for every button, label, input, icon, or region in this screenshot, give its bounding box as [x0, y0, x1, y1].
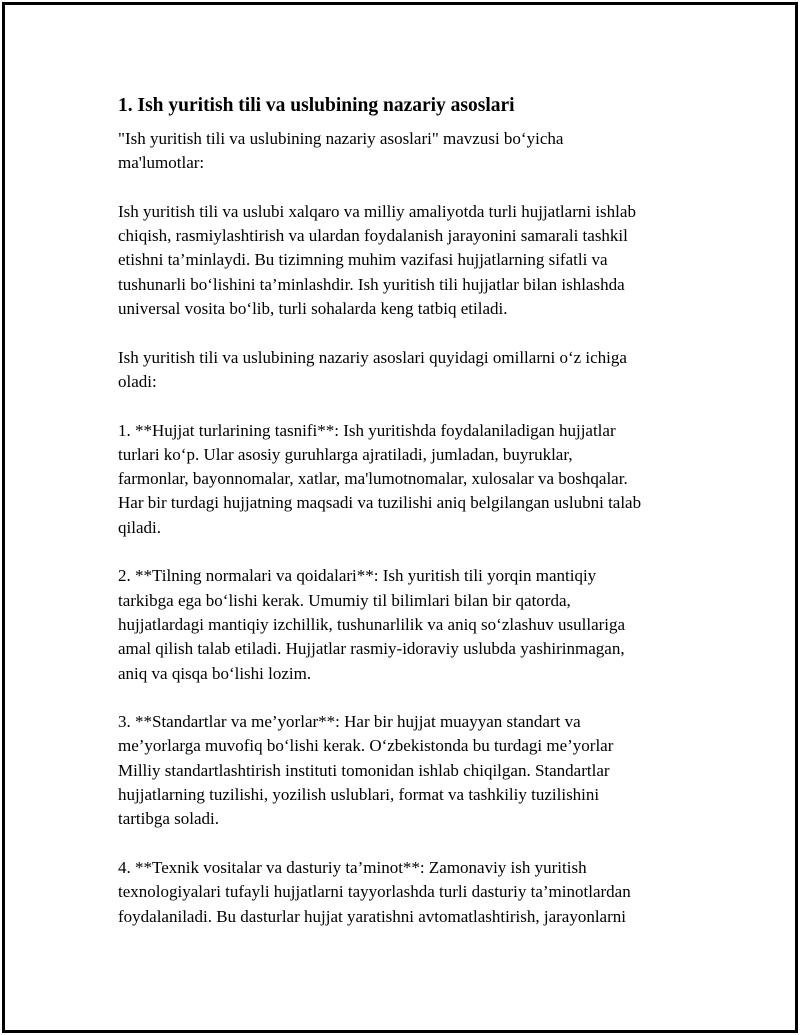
document-heading: 1. Ish yuritish tili va uslubining nazariy asoslari [118, 95, 515, 116]
paragraph [118, 200, 698, 321]
text-line: chiqish, rasmiylashtirish va ulardan foydalanish jarayonini samarali tashkil [118, 226, 628, 246]
text-line: 2. **Tilning normalari va qoidalari**: Ish yuritish tili yorqin mantiqiy [118, 566, 597, 586]
text-line: farmonlar, bayonnomalar, xatlar, ma'lumotnomalar, xulosalar va boshqalar. [118, 469, 628, 489]
text-line: hujjatlarning tuzilishi, yozilish uslublari, format va tashkiliy tuzilishini [118, 785, 600, 805]
text-line: turlari ko‘p. Ular asosiy guruhlarga ajratiladi, jumladan, buyruklar, [118, 444, 573, 464]
text-line: me’yorlarga muvofiq bo‘lishi kerak. O‘zbekistonda bu turdagi me’yorlar [118, 736, 614, 756]
paragraph [118, 346, 698, 395]
text-line: tartibga soladi. [118, 809, 220, 829]
text-line: universal vosita bo‘lib, turli sohalarda keng tatbiq etiladi. [118, 299, 508, 319]
text-line: Har bir turdagi hujjatning maqsadi va tuzilishi aniq belgilangan uslubni talab [118, 493, 642, 513]
text-line: qiladi. [118, 517, 161, 537]
text-line: Ish yuritish tili va uslubi xalqaro va milliy amaliyotda turli hujjatlarni ishlab [118, 201, 636, 221]
paragraph [118, 710, 698, 831]
text-line: 1. **Hujjat turlarining tasnifi**: Ish yuritishda foydalaniladigan hujjatlar [118, 420, 616, 440]
text-line: aniq va qisqa bo‘lishi lozim. [118, 663, 312, 683]
text-line: "Ish yuritish tili va uslubining nazariy asoslari" mavzusi bo‘yicha [118, 129, 564, 148]
text-line: 4. **Texnik vositalar va dasturiy ta’minot**: Zamonaviy ish yuritish [118, 857, 587, 877]
text-line: texnologiyalari tufayli hujjatlarni tayyorlashda turli dasturiy ta’minotlardan [118, 882, 631, 902]
paragraph-list [118, 127, 698, 929]
text-line: tushunarli bo‘lishini ta’minlashdir. Ish yuritish tili hujjatlar bilan ishlashda [118, 274, 625, 294]
text-line: Ish yuritish tili va uslubining nazariy asoslari quyidagi omillarni o‘z ichiga [118, 347, 627, 367]
document-body [118, 94, 698, 953]
text-line: oladi: [118, 371, 157, 391]
text-line: foydalaniladi. Bu dasturlar hujjat yaratishni avtomatlashtirish, jarayonlarni [118, 906, 626, 926]
text-line: amal qilish talab etiladi. Hujjatlar rasmiy-idoraviy uslubda yashirinmagan, [118, 639, 625, 659]
text-line: etishni ta’minlaydi. Bu tizimning muhim vazifasi hujjatlarning sifatli va [118, 250, 608, 270]
paragraph [118, 856, 698, 929]
text-line: hujjatlardagi mantiqiy izchillik, tushunarlilik va aniq so‘zlashuv usullariga [118, 614, 626, 634]
paragraph [118, 564, 698, 685]
text-line: 3. **Standartlar va me’yorlar**: Har bir hujjat muayyan standart va [118, 712, 581, 732]
text-line: Milliy standartlashtirish instituti tomonidan ishlab chiqilgan. Standartlar [118, 760, 610, 780]
text-line: ma'lumotlar: [118, 153, 205, 173]
paragraph [118, 419, 698, 540]
text-line: tarkibga ega bo‘lishi kerak. Umumiy til bilimlari bilan bir qatorda, [118, 590, 571, 610]
paragraph [118, 127, 698, 176]
